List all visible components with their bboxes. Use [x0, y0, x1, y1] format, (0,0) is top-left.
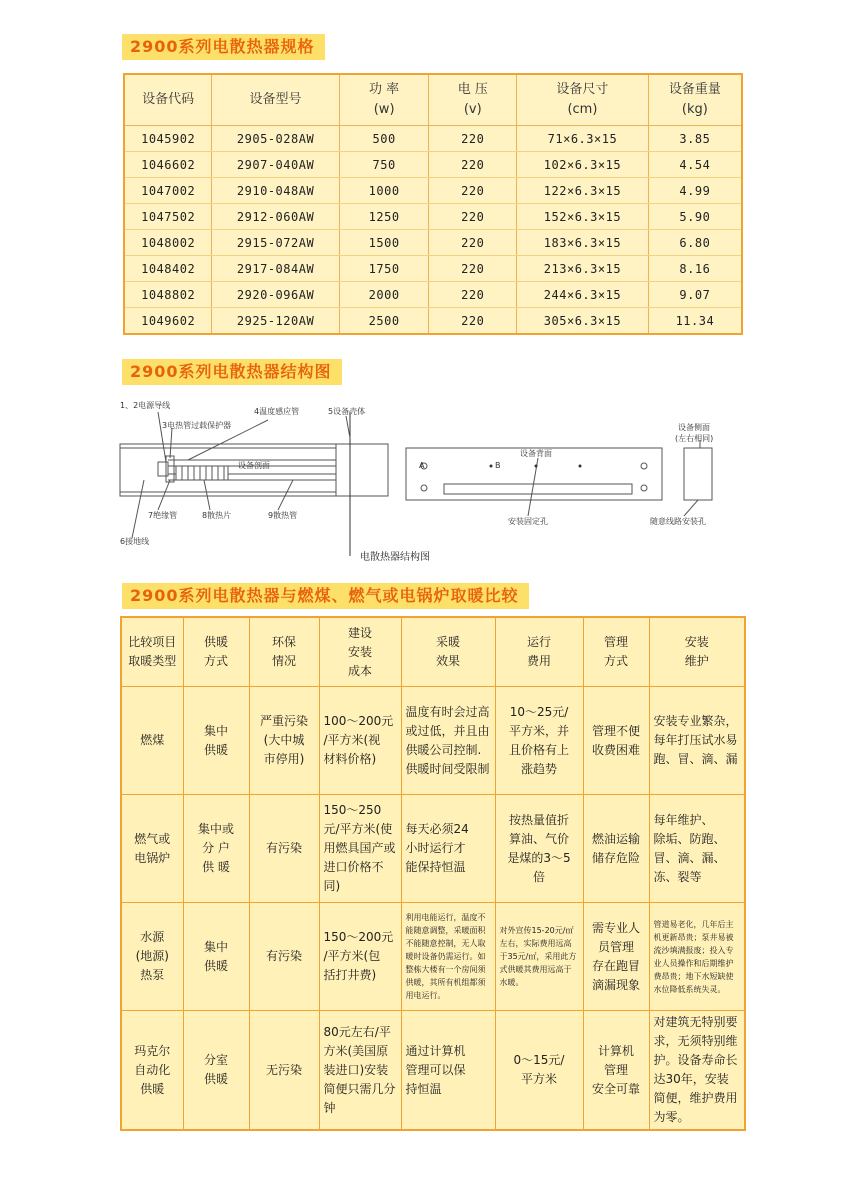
compare-header-row — [121, 617, 745, 687]
spec-cell: 152×6.3×15 — [517, 204, 649, 230]
compare-header-cell: 运行 费用 — [495, 617, 583, 687]
spec-row — [124, 230, 742, 256]
spec-cell: 244×6.3×15 — [517, 282, 649, 308]
spec-cell: 220 — [429, 256, 517, 282]
mark-b: B — [495, 461, 501, 470]
spec-cell: 213×6.3×15 — [517, 256, 649, 282]
compare-cell: 分室 供暖 — [183, 1011, 249, 1131]
compare-body — [121, 687, 745, 1131]
spec-cell: 1047502 — [124, 204, 212, 230]
spec-row — [124, 126, 742, 152]
label-temp-sensor: 4温度感应管 — [254, 407, 300, 416]
spec-header-line1: 设备型号 — [249, 92, 302, 107]
compare-cell: 每天必须24 小时运行才 能保持恒温 — [401, 795, 495, 903]
spec-header-cell — [517, 74, 649, 126]
device-end-cap — [336, 444, 388, 496]
spec-header-cell — [648, 74, 742, 126]
compare-header-cell: 采暖 效果 — [401, 617, 495, 687]
compare-header-cell: 比较项目 取暖类型 — [121, 617, 183, 687]
compare-header-cell: 安装 维护 — [649, 617, 745, 687]
spec-cell: 2907-040AW — [212, 152, 339, 178]
label-fins: 8散热片 — [202, 511, 232, 520]
spec-header-cell — [124, 74, 212, 126]
compare-row — [121, 795, 745, 903]
label-overload-protector: 3电热管过载保护器 — [162, 421, 232, 430]
spec-header-line1: 功 率 — [369, 82, 400, 97]
compare-row-head: 水源 (地源) 热泵 — [121, 903, 183, 1011]
spec-row — [124, 256, 742, 282]
spec-header-line2: (v) — [463, 102, 482, 117]
spec-cell: 2500 — [339, 308, 429, 335]
spec-cell: 220 — [429, 308, 517, 335]
spec-cell: 102×6.3×15 — [517, 152, 649, 178]
structure-diagram — [118, 398, 738, 566]
spec-row — [124, 178, 742, 204]
spec-cell: 220 — [429, 282, 517, 308]
spec-cell: 122×6.3×15 — [517, 178, 649, 204]
spec-cell: 2905-028AW — [212, 126, 339, 152]
spec-row — [124, 308, 742, 335]
compare-cell: 通过计算机 管理可以保 持恒温 — [401, 1011, 495, 1131]
spec-body — [124, 126, 742, 335]
compare-cell: 燃油运输 储存危险 — [583, 795, 649, 903]
compare-cell: 管理不便 收费困难 — [583, 687, 649, 795]
compare-cell: 150～250元/平方米(使用燃具国产或进口价格不同) — [319, 795, 401, 903]
compare-section-title: 2900系列电散热器与燃煤、燃气或电锅炉取暖比较 — [122, 583, 529, 609]
compare-cell: 按热量值折 算油、气价 是煤的3～5 倍 — [495, 795, 583, 903]
compare-cell: 每年维护、 除垢、防跑、 冒、滴、漏、 冻、裂等 — [649, 795, 745, 903]
compare-cell: 10～25元/ 平方米，并 且价格有上 涨趋势 — [495, 687, 583, 795]
compare-cell: 安装专业繁杂，每年打压试水易跑、冒、滴、漏 — [649, 687, 745, 795]
spec-header-cell — [212, 74, 339, 126]
spec-row — [124, 204, 742, 230]
label-insulation-tube: 7绝缘管 — [148, 511, 178, 520]
compare-cell: 有污染 — [249, 795, 319, 903]
label-power-wire: 1、2电源导线 — [120, 401, 171, 410]
spec-header-cell — [339, 74, 429, 126]
spec-cell: 220 — [429, 230, 517, 256]
compare-header-cell: 建设 安装 成本 — [319, 617, 401, 687]
compare-cell: 100～200元 /平方米(视 材料价格) — [319, 687, 401, 795]
spec-header-line1: 设备重量 — [668, 82, 721, 97]
heat-fins — [176, 466, 228, 480]
compare-cell: 管道易老化，几年后主机更新昂贵；泵井易被流沙填满报废；投入专业人员操作和后期维护费昂贵；地下水短缺使水位降低系统失灵。 — [649, 903, 745, 1011]
spec-cell: 4.54 — [648, 152, 742, 178]
mark-a: A — [419, 461, 425, 470]
compare-header-cell: 环保 情况 — [249, 617, 319, 687]
spec-cell: 2925-120AW — [212, 308, 339, 335]
spec-cell: 500 — [339, 126, 429, 152]
spec-cell: 220 — [429, 152, 517, 178]
spec-cell: 2912-060AW — [212, 204, 339, 230]
spec-cell: 1250 — [339, 204, 429, 230]
label-heat-tube: 9散热管 — [268, 511, 298, 520]
spec-header-line1: 设备尺寸 — [556, 82, 609, 97]
compare-table — [120, 616, 746, 1131]
spec-header-line1: 电 压 — [457, 82, 488, 97]
label-housing: 5设备壳体 — [328, 407, 366, 416]
compare-row — [121, 1011, 745, 1131]
compare-header-cell: 管理 方式 — [583, 617, 649, 687]
spec-header-row — [124, 74, 742, 126]
spec-cell: 1000 — [339, 178, 429, 204]
spec-cell: 2000 — [339, 282, 429, 308]
spec-row — [124, 282, 742, 308]
spec-section-title: 2900系列电散热器规格 — [122, 34, 325, 60]
label-side-note: (左右相同) — [675, 434, 714, 443]
spec-table — [123, 73, 743, 335]
compare-row — [121, 687, 745, 795]
label-back-view: 设备背面 — [520, 449, 552, 458]
spec-cell: 1046602 — [124, 152, 212, 178]
compare-cell: 集中或 分 户 供 暖 — [183, 795, 249, 903]
compare-cell: 80元左右/平方米(美国原装进口)安装简便只需几分钟 — [319, 1011, 401, 1131]
compare-row-head: 燃气或 电锅炉 — [121, 795, 183, 903]
spec-cell: 11.34 — [648, 308, 742, 335]
spec-cell: 71×6.3×15 — [517, 126, 649, 152]
diagram-caption: 电散热器结构图 — [360, 552, 430, 563]
spec-header-line2: (kg) — [681, 102, 708, 117]
compare-row — [121, 903, 745, 1011]
compare-cell: 150～200元 /平方米(包 括打井费) — [319, 903, 401, 1011]
spec-cell: 1047002 — [124, 178, 212, 204]
compare-header-cell: 供暖 方式 — [183, 617, 249, 687]
label-section: 设备剖面 — [238, 461, 270, 470]
spec-cell: 2910-048AW — [212, 178, 339, 204]
spec-header-line2: (cm) — [567, 102, 598, 117]
spec-cell: 5.90 — [648, 204, 742, 230]
compare-cell: 集中 供暖 — [183, 687, 249, 795]
spec-cell: 1045902 — [124, 126, 212, 152]
spec-cell: 6.80 — [648, 230, 742, 256]
spec-cell: 2915-072AW — [212, 230, 339, 256]
spec-cell: 305×6.3×15 — [517, 308, 649, 335]
structure-section-title: 2900系列电散热器结构图 — [122, 359, 342, 385]
compare-cell: 利用电能运行，温度不能随意调整，采暖面积不能随意控制，无人取暖时设备仍需运行。如整栋大楼有一个房间须供暖，其所有机组都须用电运行。 — [401, 903, 495, 1011]
compare-cell: 无污染 — [249, 1011, 319, 1131]
device-side-outline — [684, 448, 712, 500]
label-wire-hole: 随意线路安装孔 — [650, 517, 706, 526]
spec-row — [124, 152, 742, 178]
label-ground-wire: 6接地线 — [120, 537, 150, 546]
spec-cell: 8.16 — [648, 256, 742, 282]
spec-cell: 2920-096AW — [212, 282, 339, 308]
spec-cell: 1048002 — [124, 230, 212, 256]
compare-cell: 温度有时会过高或过低，并且由供暖公司控制.供暖时间受限制 — [401, 687, 495, 795]
compare-cell: 0～15元/ 平方米 — [495, 1011, 583, 1131]
compare-cell: 对建筑无特别要求，无须特别维护。设备寿命长达30年，安装简便，维护费用为零。 — [649, 1011, 745, 1131]
compare-cell: 对外宣传15-20元/㎡左右，实际费用远高于35元/㎡，采用此方式供暖其费用远高于水暖。 — [495, 903, 583, 1011]
spec-header-line1: 设备代码 — [142, 92, 195, 107]
spec-cell: 1500 — [339, 230, 429, 256]
spec-cell: 183×6.3×15 — [517, 230, 649, 256]
compare-cell: 严重污染 (大中城 市停用) — [249, 687, 319, 795]
spec-header-line2: (w) — [373, 102, 395, 117]
spec-cell: 2917-084AW — [212, 256, 339, 282]
spec-cell: 9.07 — [648, 282, 742, 308]
spec-cell: 220 — [429, 126, 517, 152]
compare-cell: 有污染 — [249, 903, 319, 1011]
label-side-view: 设备侧面 — [678, 423, 710, 432]
compare-cell: 需专业人 员管理 存在跑冒 滴漏现象 — [583, 903, 649, 1011]
spec-cell: 750 — [339, 152, 429, 178]
spec-cell: 220 — [429, 204, 517, 230]
compare-cell: 计算机 管理 安全可靠 — [583, 1011, 649, 1131]
spec-cell: 1048402 — [124, 256, 212, 282]
spec-cell: 1048802 — [124, 282, 212, 308]
spec-cell: 4.99 — [648, 178, 742, 204]
compare-row-head: 玛克尔 自动化 供暖 — [121, 1011, 183, 1131]
spec-cell: 220 — [429, 178, 517, 204]
spec-cell: 1049602 — [124, 308, 212, 335]
spec-cell: 1750 — [339, 256, 429, 282]
label-mount-hole: 安装固定孔 — [508, 517, 548, 526]
compare-cell: 集中 供暖 — [183, 903, 249, 1011]
spec-header-cell — [429, 74, 517, 126]
spec-cell: 3.85 — [648, 126, 742, 152]
compare-row-head: 燃煤 — [121, 687, 183, 795]
